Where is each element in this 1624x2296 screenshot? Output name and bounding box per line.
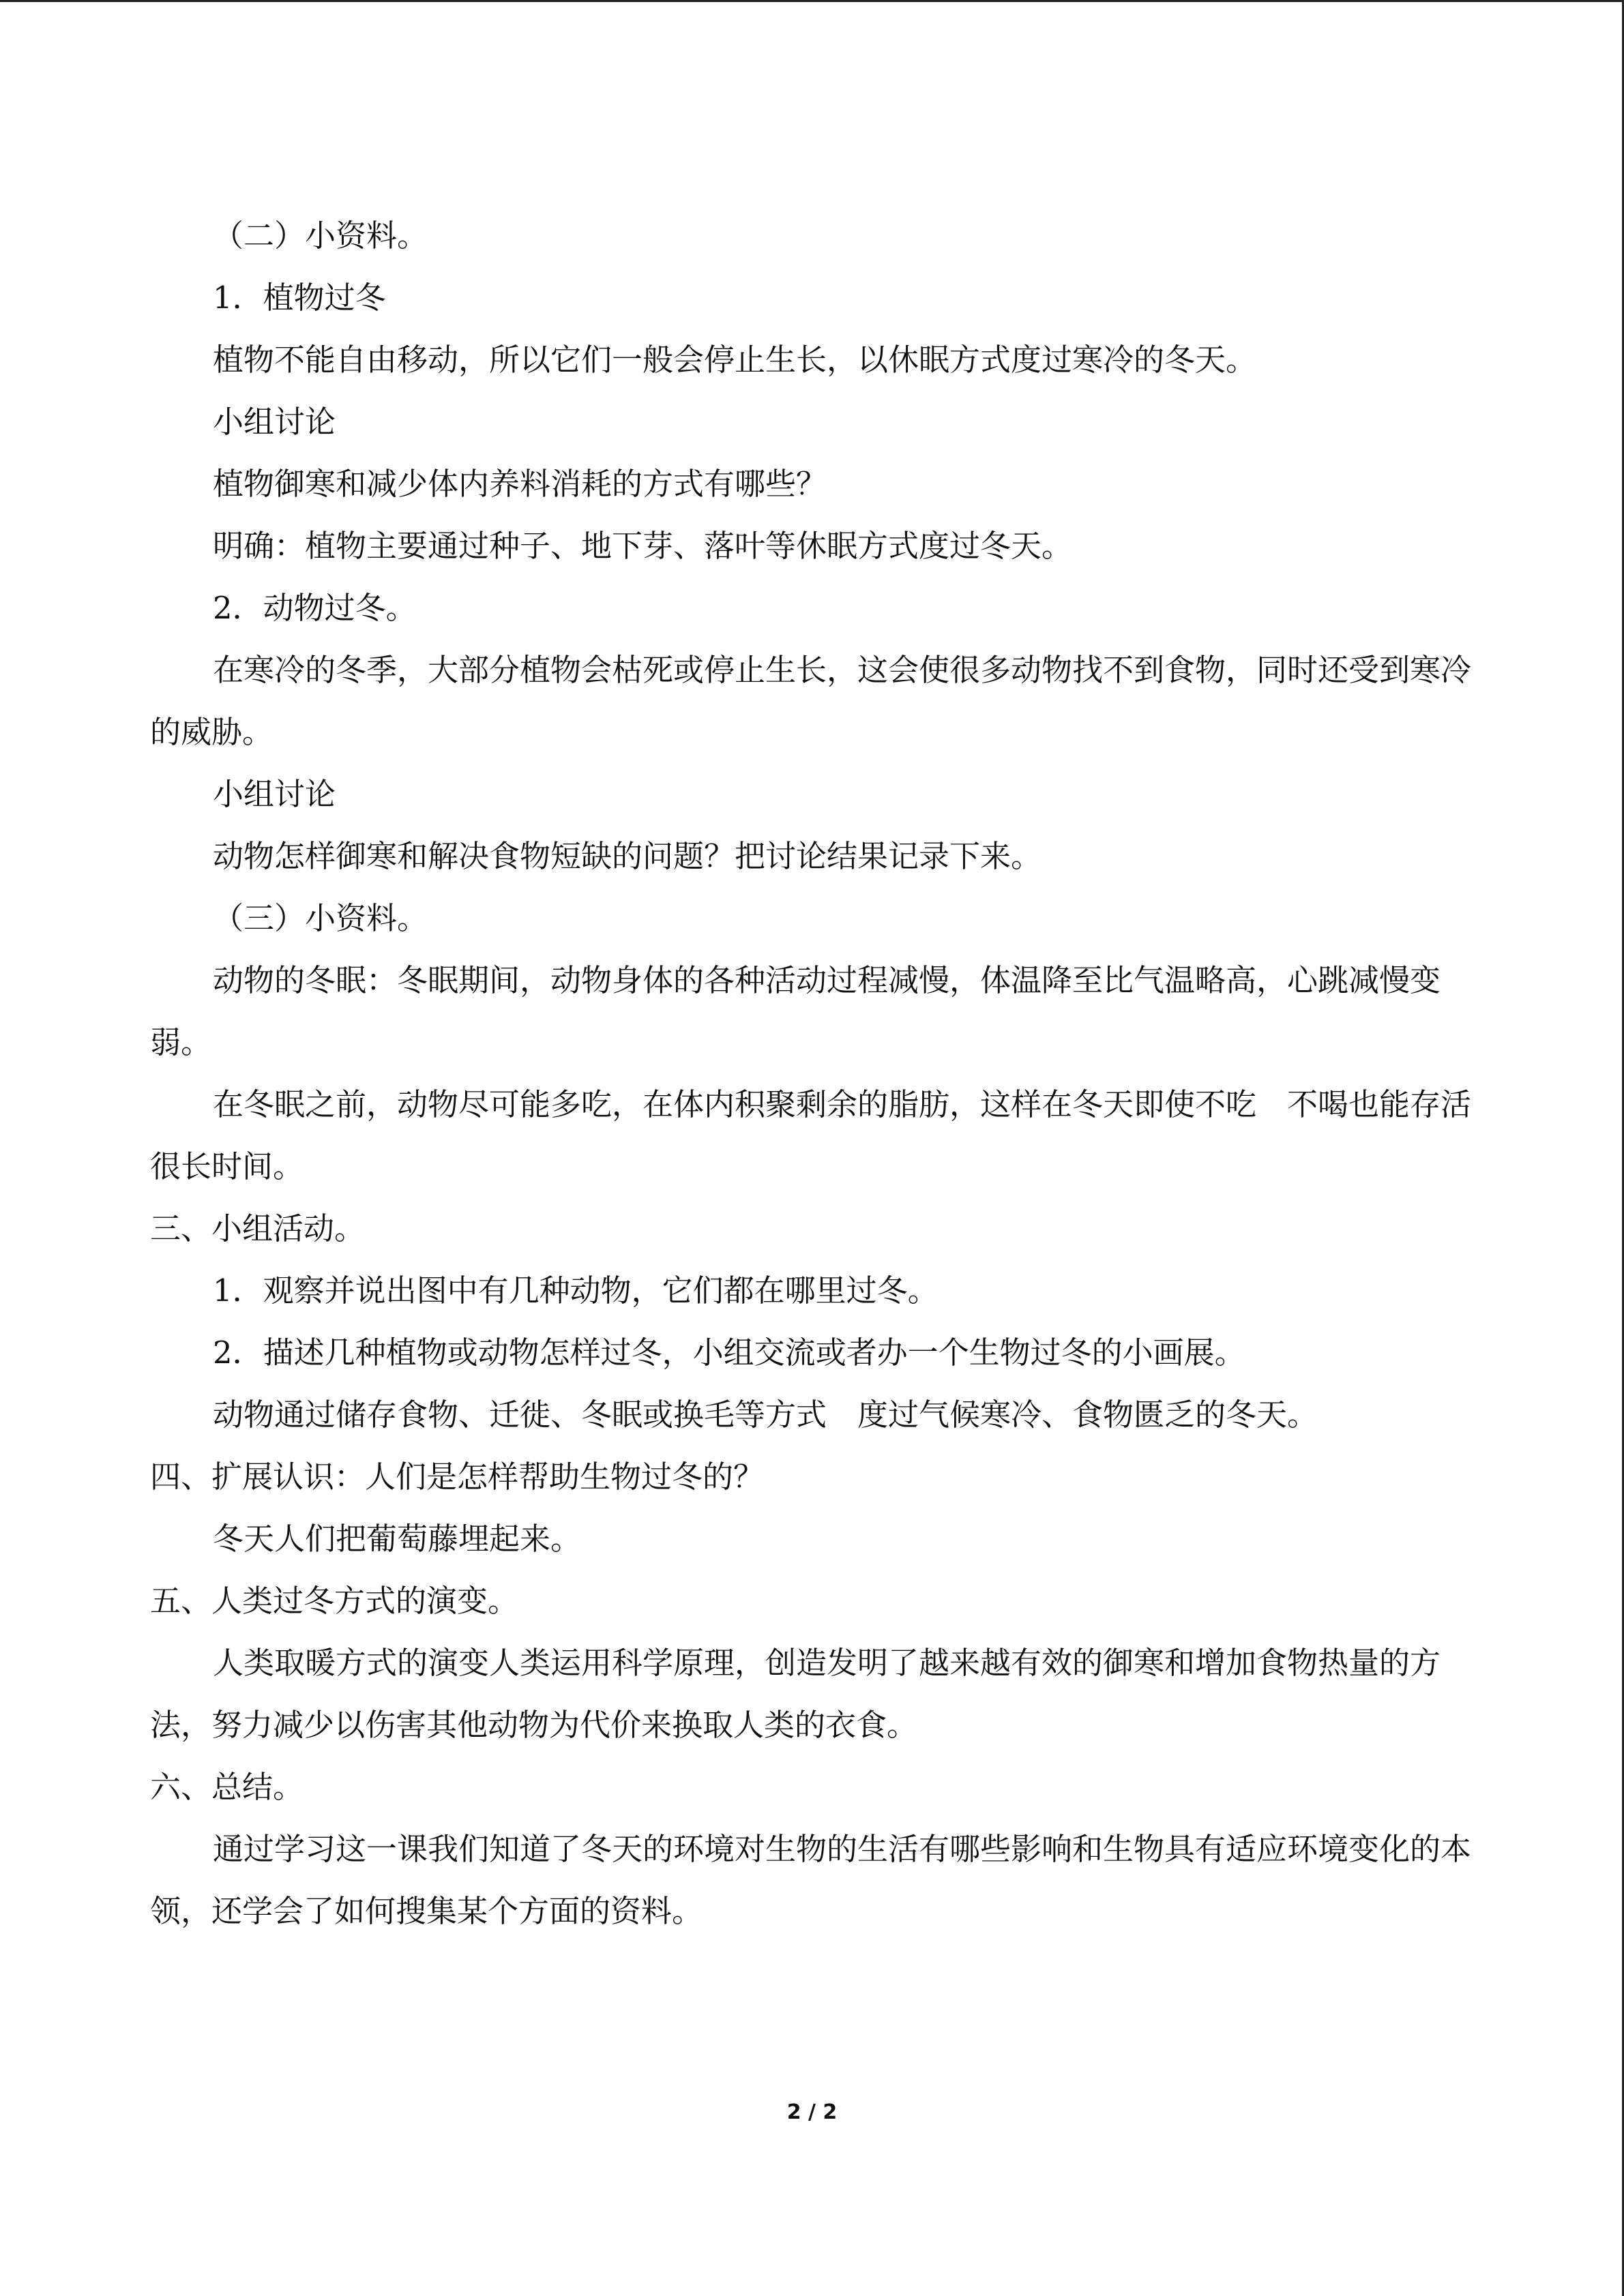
paragraph: 动物的冬眠：冬眠期间，动物身体的各种活动过程减慢，体温降至比气温略高，心跳减慢变弱。	[150, 962, 1441, 1060]
paragraph: 动物怎样御寒和解决食物短缺的问题？把讨论结果记录下来。	[213, 838, 1042, 874]
paragraph: 植物御寒和减少体内养料消耗的方式有哪些？	[213, 466, 827, 502]
discussion-label: 小组讨论	[213, 404, 336, 440]
section-heading: （二）小资料。	[213, 218, 428, 254]
paragraph: 明确：植物主要通过种子、地下芽、落叶等休眠方式度过冬天。	[213, 528, 1073, 564]
subsection-heading: 1．植物过冬	[213, 280, 386, 316]
page-number: 2 / 2	[786, 2100, 838, 2124]
section-heading: 四、扩展认识：人们是怎样帮助生物过冬的？	[150, 1459, 765, 1495]
paragraph: 通过学习这一课我们知道了冬天的环境对生物的生活有哪些影响和生物具有适应环境变化的本领，还学会了如何搜集某个方面的资料。	[150, 1831, 1472, 1929]
section-heading: 三、小组活动。	[150, 1210, 366, 1247]
section-heading: 五、人类过冬方式的演变。	[150, 1583, 519, 1619]
paragraph: 人类取暖方式的演变人类运用科学原理，创造发明了越来越有效的御寒和增加食物热量的方法，努力减少以伤害其他动物为代价来换取人类的衣食。	[150, 1645, 1441, 1743]
section-heading: （三）小资料。	[213, 900, 428, 936]
paragraph: 在寒冷的冬季，大部分植物会枯死或停止生长，这会使很多动物找不到食物，同时还受到寒冷的威胁。	[150, 652, 1472, 750]
paragraph: 动物通过储存食物、迁徙、冬眠或换毛等方式 度过气候寒冷、食物匮乏的冬天。	[213, 1397, 1318, 1433]
section-heading: 六、总结。	[150, 1769, 304, 1805]
paragraph: 植物不能自由移动，所以它们一般会停止生长，以休眠方式度过寒冷的冬天。	[213, 342, 1257, 378]
list-item: 2．描述几种植物或动物怎样过冬，小组交流或者办一个生物过冬的小画展。	[213, 1335, 1245, 1371]
paragraph: 冬天人们把葡萄藤埋起来。	[213, 1521, 582, 1557]
subsection-heading: 2．动物过冬。	[213, 590, 417, 626]
discussion-label: 小组讨论	[213, 776, 336, 812]
list-item: 1．观察并说出图中有几种动物，它们都在哪里过冬。	[213, 1272, 939, 1309]
document-body	[150, 205, 1480, 1942]
paragraph: 在冬眠之前，动物尽可能多吃，在体内积聚剩余的脂肪，这样在冬天即使不吃 不喝也能存活很长时间。	[150, 1086, 1472, 1184]
